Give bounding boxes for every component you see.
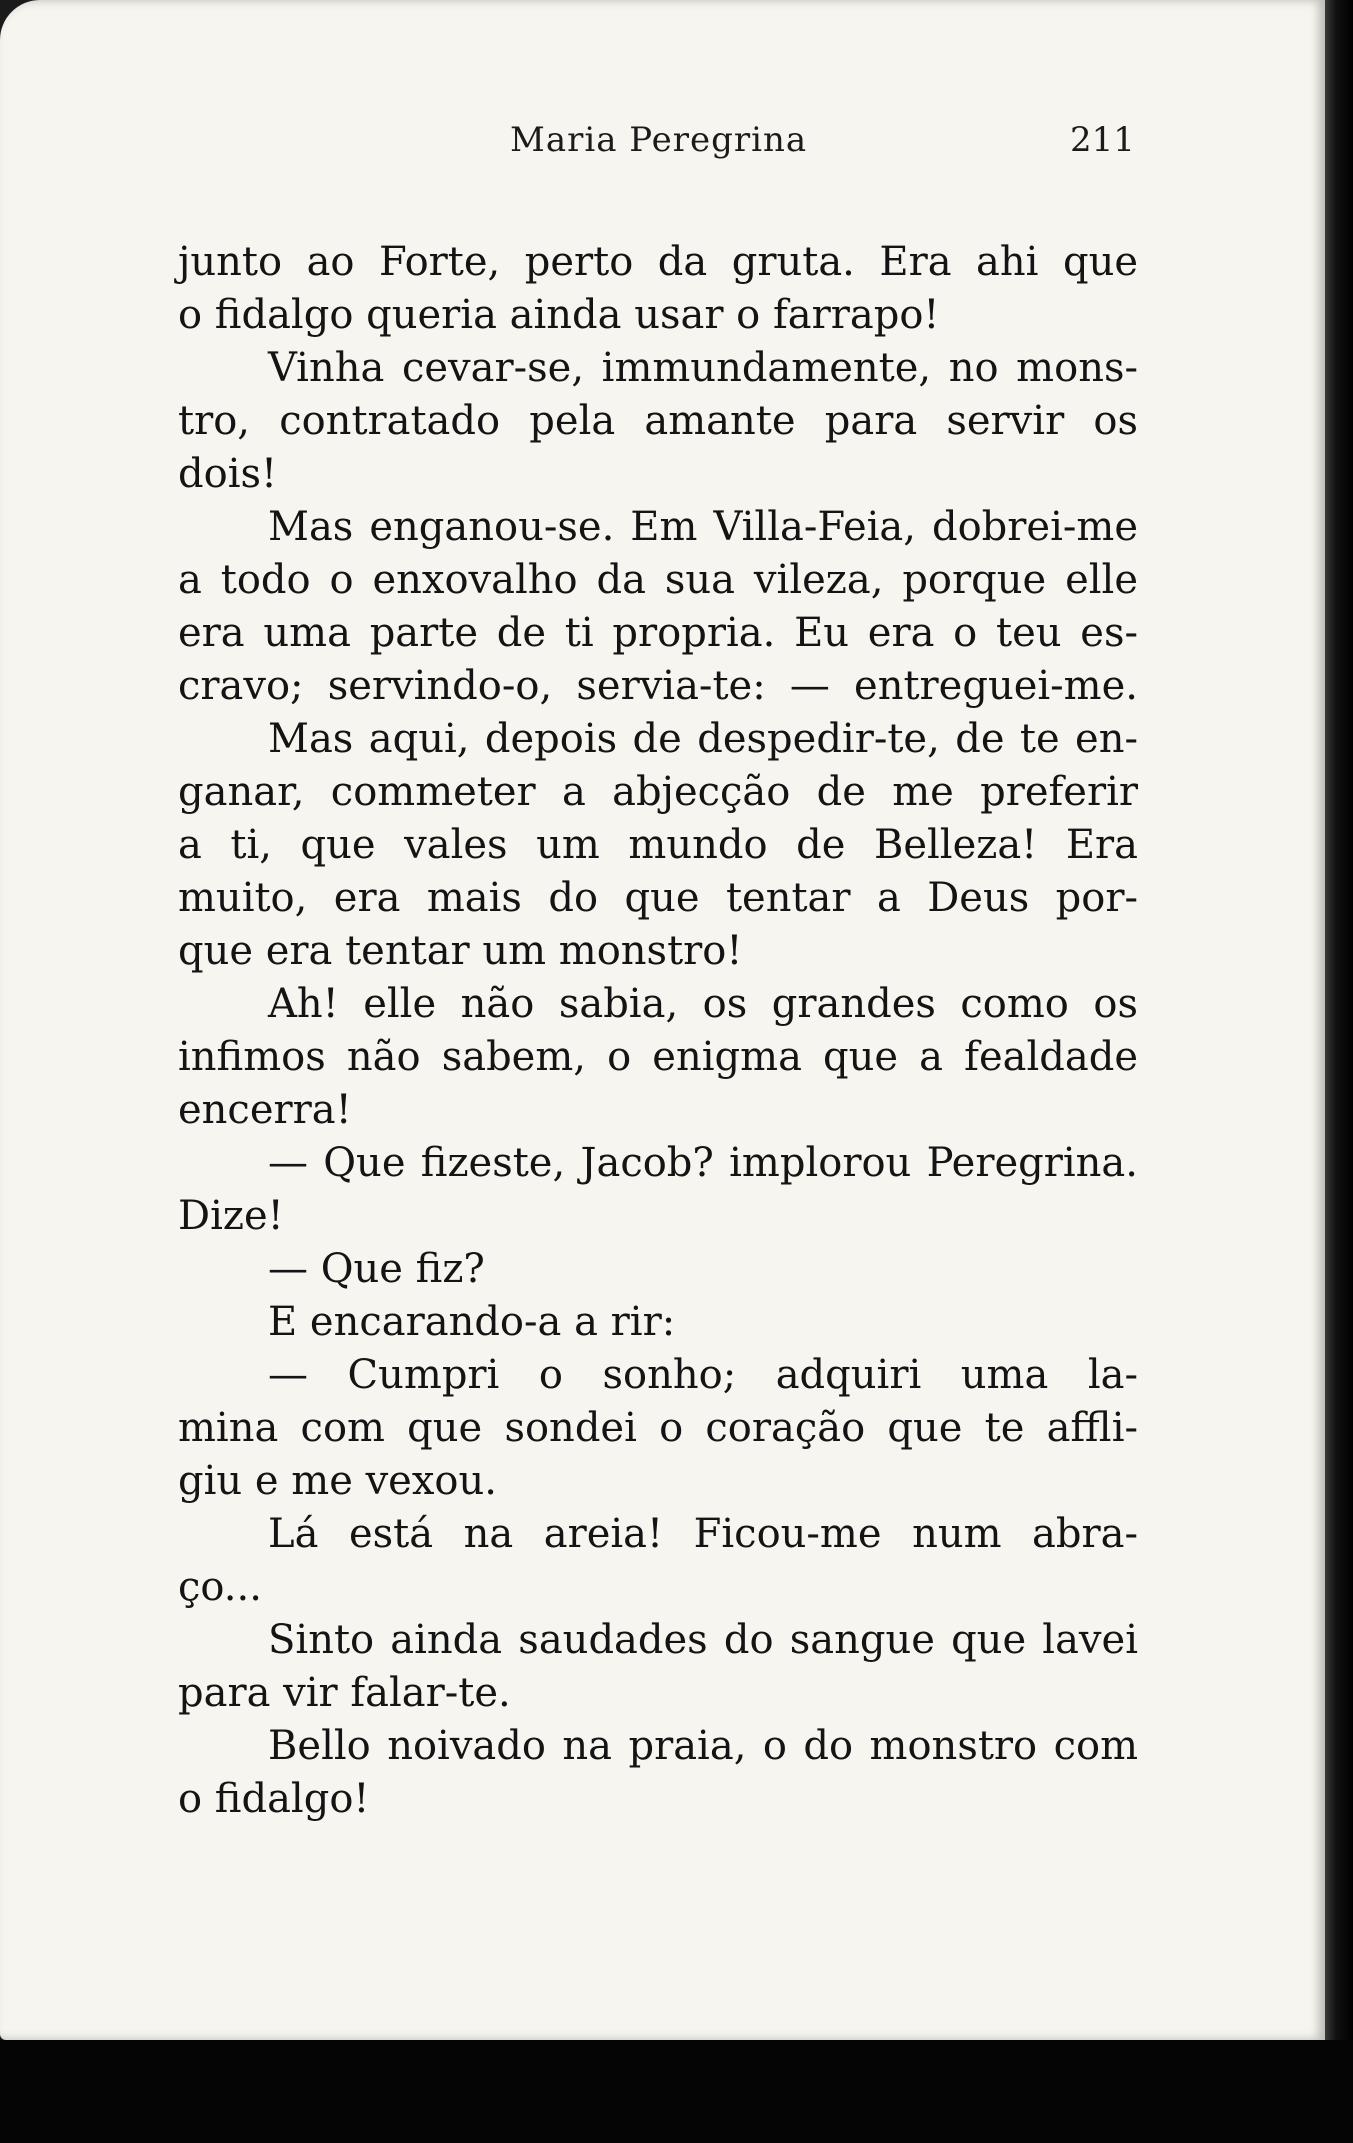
text-line: o fidalgo! (178, 1776, 370, 1822)
text-line: encerra! (178, 1087, 352, 1133)
text-line: Bello noivado na praia, o do monstro com (268, 1723, 1138, 1769)
text-line: — Que fiz? (268, 1246, 485, 1292)
page-edge-shadow (1325, 0, 1353, 2143)
text-line: a ti, que vales um mundo de Belleza! Era (178, 822, 1138, 868)
text-line: — Que fizeste, Jacob? implorou Peregrina. (268, 1140, 1138, 1186)
scan-bottom-border (0, 2040, 1353, 2143)
text-line: Lá está na areia! Ficou-me num abra- (268, 1511, 1138, 1557)
text-line: dois! (178, 451, 278, 497)
text-line: infimos não sabem, o enigma que a fealdade (178, 1034, 1138, 1080)
text-line: Vinha cevar-se, immundamente, no mons- (268, 345, 1138, 391)
text-line: E encarando-a a rir: (268, 1299, 676, 1345)
text-line: junto ao Forte, perto da gruta. Era ahi que (178, 239, 1138, 285)
text-line: ganar, commeter a abjecção de me preferir (178, 769, 1138, 815)
text-line: era uma parte de ti propria. Eu era o teu es- (178, 610, 1138, 656)
body-text (178, 236, 1138, 1826)
page-header (0, 120, 1325, 170)
text-line: ço... (178, 1564, 262, 1610)
text-line: Mas aqui, depois de despedir-te, de te en- (268, 716, 1138, 762)
text-line: para vir falar-te. (178, 1670, 511, 1716)
text-line: Ah! elle não sabia, os grandes como os (268, 981, 1138, 1027)
text-line: giu e me vexou. (178, 1458, 497, 1504)
text-line: mina com que sondei o coração que te affli- (178, 1405, 1138, 1451)
text-line: tro, contratado pela amante para servir os (178, 398, 1138, 444)
text-line: — Cumpri o sonho; adquiri uma la- (268, 1352, 1138, 1398)
text-line: muito, era mais do que tentar a Deus por- (178, 875, 1138, 921)
running-title: Maria Peregrina (510, 120, 808, 160)
text-line: Sinto ainda saudades do sangue que lavei (268, 1617, 1138, 1663)
text-line: cravo; servindo-o, servia-te: — entreguei-me. (178, 663, 1138, 709)
page-number: 211 (1070, 120, 1135, 160)
text-line: Dize! (178, 1193, 284, 1239)
text-line: que era tentar um monstro! (178, 928, 743, 974)
text-line: Mas enganou-se. Em Villa-Feia, dobrei-me (268, 504, 1138, 550)
text-line: o fidalgo queria ainda usar o farrapo! (178, 292, 940, 338)
text-line: a todo o enxovalho da sua vileza, porque elle (178, 557, 1138, 603)
